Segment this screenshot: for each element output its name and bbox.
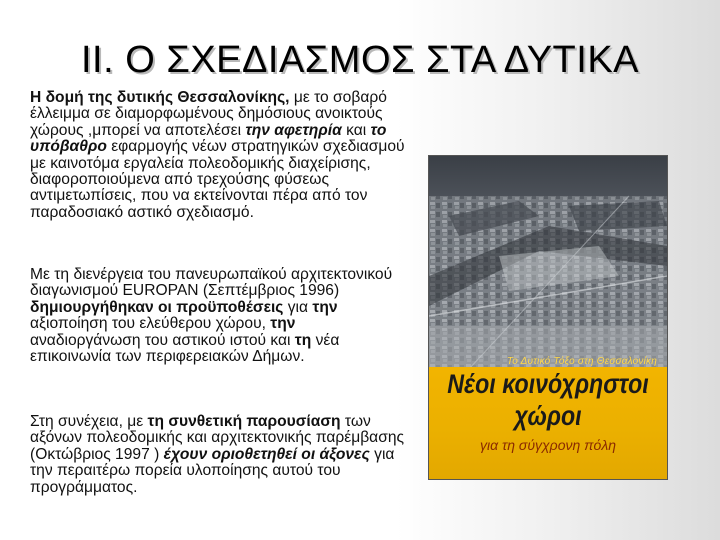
emphasized-text: τη συνθετική παρουσίαση bbox=[147, 413, 341, 430]
text-run: εφαρμογής νέων στρατηγικών σχεδιασμού με καινοτόμα εργαλεία πολεοδομικής διαχείρισης, διαφοροποιούμενα από τρεχούσης φύσεως αντιμετωπίσεις, που να εκτείνονται πέρα από τον παραδοσιακό αστικό σχεδιασμό. bbox=[30, 138, 405, 221]
cover-title-line-2: χώροι bbox=[514, 401, 582, 431]
paragraph-1 bbox=[30, 90, 408, 221]
paragraph-3 bbox=[30, 414, 408, 496]
slide-title: II. Ο ΣΧΕΔΙΑΣΜΟΣ ΣΤΑ ΔΥΤΙΚΑ bbox=[80, 39, 640, 82]
cover-subtitle: για τη σύγχρονη πόλη bbox=[480, 437, 616, 453]
emphasized-text: την bbox=[312, 298, 338, 316]
text-run: Στη συνέχεια, με bbox=[30, 413, 148, 430]
text-run: Με τη διενέργεια του πανευρωπαϊκού αρχιτεκτονικού διαγωνισμού EUROPAN (Σεπτέμβριος 1996) bbox=[30, 266, 393, 300]
cover-series-label: Το Δυτικό Τόξο στη Θεσσαλονίκη bbox=[506, 356, 657, 367]
book-cover-image bbox=[429, 156, 667, 479]
emphasized-text: την αφετηρία bbox=[245, 121, 342, 139]
text-run: με το σοβαρό έλλειμμα σε διαμορφωμένους δημόσιους ανοικτούς χώρους ,μπορεί να αποτελέσει bbox=[30, 89, 387, 139]
emphasized-text: Η δομή της δυτικής Θεσσαλονίκης, bbox=[30, 89, 290, 106]
text-run: αξιοποίηση του ελεύθερου χώρου, bbox=[30, 315, 271, 333]
emphasized-text: το υπόβαθρο bbox=[30, 121, 387, 156]
emphasized-text: την bbox=[270, 315, 296, 333]
emphasized-text: δημιουργήθηκαν οι προϋποθέσεις bbox=[30, 298, 284, 316]
aerial-city-photo bbox=[429, 156, 667, 369]
text-run: για bbox=[283, 298, 313, 316]
text-run: και bbox=[341, 121, 371, 139]
text-run: των αξόνων πολεοδομικής και αρχιτεκτονικής παρέμβασης (Οκτώβριος 1997 ) bbox=[30, 413, 405, 463]
emphasized-text: έχουν οριοθετηθεί οι άξονες bbox=[163, 445, 370, 463]
text-run: νέα επικοινωνία των περιφερειακών Δήμων. bbox=[30, 331, 340, 366]
paragraph-2 bbox=[30, 267, 408, 365]
text-run: αναδιοργάνωση του αστικού ιστού και bbox=[30, 331, 295, 349]
emphasized-text: τη bbox=[294, 331, 312, 349]
cover-title-line-1: Νέοι κοινόχρηστοι bbox=[447, 369, 649, 399]
text-run: για την περαιτέρω πορεία υλοποίησης αυτού του προγράμματος. bbox=[30, 445, 395, 496]
